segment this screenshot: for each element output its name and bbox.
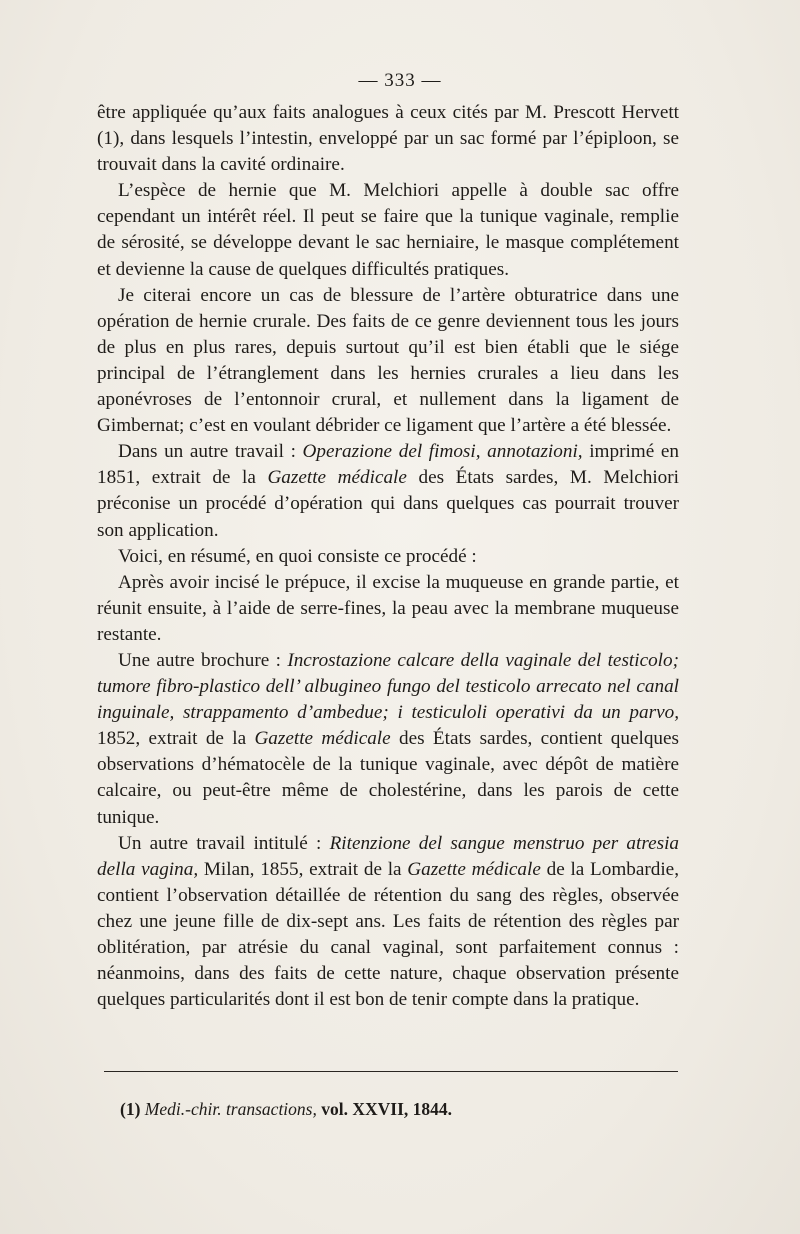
italic-title: Gazette médicale <box>267 467 407 489</box>
paragraph <box>97 100 679 178</box>
text-run: Je citerai encore un cas de blessure de l’artère obturatrice dans une opération de hernie crurale. Des faits de ce genre deviennent tous les jours de plus en plus rares, depuis surtout qu’il est bien établi que le siége principal de l’étranglement dans les hernies crurales a lieu dans les aponévroses de l’entonnoir crural, et nullement dans la ligament de Gimbernat; c’est en voulant débrider ce ligament que l’artère a été blessée. <box>97 284 679 437</box>
text-run: être appliquée qu’aux faits analogues à ceux cités par M. Prescott Hervett (1), dans lesquels l’intestin, enveloppé par un sac formé par l’épiploon, se trouvait dans la cavité ordinaire. <box>97 102 679 176</box>
italic-title: Ritenzione del sangue menstruo per atresia della vagina, <box>97 832 679 880</box>
paragraph <box>97 648 679 831</box>
italic-title: Operazione del fimosi, annotazioni, <box>302 441 583 463</box>
paragraph <box>97 831 679 1014</box>
footnote <box>120 1097 680 1121</box>
text-run: Dans un autre travail : <box>118 441 303 463</box>
footnote-title: Medi.-chir. transactions, <box>144 1099 317 1119</box>
italic-title: Incrostazione calcare della vaginale del testicolo; tumore fibro-plastico dell’ albugineo fungo del testicolo arrecato nel canal inguinale, strappamento d’ambedue; i testiculoli operativi da un parvo, <box>97 649 679 724</box>
text-run: Voici, en résumé, en quoi consiste ce procédé : <box>118 545 477 567</box>
footnote-volume: vol. XXVII, 1844. <box>321 1099 453 1119</box>
text-run: Une autre brochure : <box>118 649 288 671</box>
paragraph <box>97 570 679 648</box>
body-text <box>97 100 679 1013</box>
paragraph <box>97 178 679 282</box>
text-run: de la Lombardie, contient l’observation détaillée de rétention du sang des règles, observée chez une jeune fille de dix-sept ans. Les faits de rétention des règles par oblitération, par atrésie du canal vaginal, sont parfaitement connus : néanmoins, dans des faits de cette nature, chaque observation présente quelques particularités dont il est bon de tenir compte dans la pratique. <box>97 858 679 1011</box>
footnote-mark: (1) <box>120 1099 141 1119</box>
text-run: des États sardes, M. Melchiori préconise un procédé d’opération qui dans quelques cas pourrait trouver son application. <box>97 467 679 541</box>
text-run: Milan, 1855, extrait de la <box>198 858 408 880</box>
footnote-separator <box>104 1071 678 1072</box>
text-run: imprimé en 1851, extrait de la <box>97 441 679 489</box>
paragraph <box>97 439 679 543</box>
text-run: L’espèce de hernie que M. Melchiori appelle à double sac offre cependant un intérêt réel. Il peut se faire que la tunique vaginale, remplie de sérosité, se développe devant le sac herniaire, le masque complétement et devienne la cause de quelques difficultés pratiques. <box>97 180 679 280</box>
text-run: des États sardes, contient quelques observations d’hématocèle de la tunique vaginale, avec dépôt de matière calcaire, ou peut-être même de cholestérine, dans les parois de cette tunique. <box>97 728 679 828</box>
text-run: 1852, extrait de la <box>97 728 255 750</box>
italic-title: Gazette médicale <box>254 728 391 750</box>
text-run: Après avoir incisé le prépuce, il excise la muqueuse en grande partie, et réunit ensuite, à l’aide de serre-fines, la peau avec la membrane muqueuse restante. <box>97 571 679 645</box>
italic-title: Gazette médicale <box>407 858 541 880</box>
text-run: Un autre travail intitulé : <box>118 832 330 854</box>
paragraph <box>97 544 679 570</box>
paragraph <box>97 283 679 440</box>
page-number: — 333 — <box>358 70 442 91</box>
